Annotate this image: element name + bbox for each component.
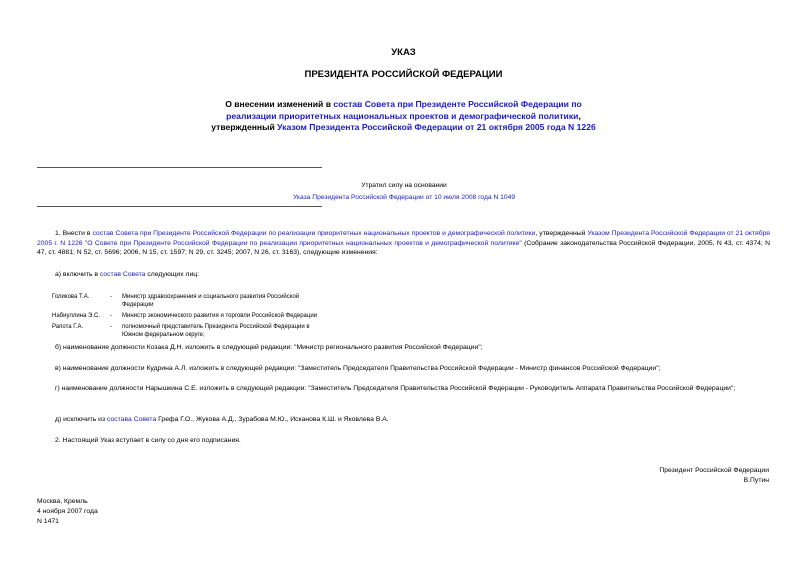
person-position: полномочный представитель Президента Российской Федерации в Южном федеральном округе; (122, 324, 310, 338)
paragraph-2: 2. Настоящий Указ вступает в силу со дня его подписания. (55, 437, 241, 444)
person-row (0, 313, 807, 322)
signatory-position: Президент Российской Федерации (659, 467, 769, 474)
council-link-d[interactable]: состава Совета (106, 416, 157, 423)
divider-top (37, 167, 322, 168)
validity-note (236, 180, 572, 204)
document-title: УКАЗ (391, 47, 416, 58)
document-subject (200, 99, 607, 134)
item-a: а) включить в состав Совета следующих лиц: (55, 271, 200, 278)
person-dash: - (110, 324, 112, 330)
person-row (0, 324, 807, 340)
decree-number: N 1471 (37, 518, 59, 525)
decree-1226-link[interactable]: Указом Президента Российской Федерации от 21 октября 2005 года N 1226 (277, 122, 596, 133)
council-composition-link[interactable]: состав Совета при Президенте Российской Федерации по реализации приоритетных национальных проектов и демографической политики (226, 99, 582, 121)
validity-note-text: Утратил силу на основании (361, 182, 447, 189)
person-dash: - (110, 313, 112, 319)
person-name: Рапота Г.А. (52, 324, 84, 330)
signatory-name: В.Путин (743, 477, 769, 484)
document-subtitle: ПРЕЗИДЕНТА РОССИЙСКОЙ ФЕДЕРАЦИИ (304, 69, 503, 80)
repeal-decree-link[interactable]: Указа Президента Российской Федерации от 10 июля 2008 года N 1049 (292, 194, 516, 201)
signing-place: Москва, Кремль (37, 498, 88, 505)
item-b: б) наименование должности Козака Д.Н. изложить в следующей редакции: "Министр регионального развития Российской Федерации"; (55, 344, 483, 351)
signing-date: 4 ноября 2007 года (37, 508, 98, 515)
person-dash: - (110, 294, 112, 300)
item-v: в) наименование должности Кудрина А.Л. изложить в следующей редакции: "Заместитель Председателя Правительства Российской Федерации - Министр финансов Российской Федерации"; (55, 365, 661, 372)
paragraph-1: 1. Внести в состав Совета при Президенте Российской Федерации по реализации приоритетных национальных проектов и демографической политики, утвержденный Указом Президента Российской Федерации от 21 октября 2005 г. N 1226 "О Совете при Президенте Российской Федерации по реализации приоритетных национальных проектов и демографической политике" (Собрание законодательства Российской Федерации, 2005, N 43, ст. 4374; N 47, ст. 4881; N 52, ст. 5696; 2006, N 15, ст. 1597; N 29, ст. 3245; 2007, N 26, ст. 3163), следующие изменения: (37, 230, 770, 257)
divider-bottom (37, 206, 322, 207)
item-g: г) наименование должности Нарышкина С.Е. изложить в следующей редакции: "Заместитель Председателя Правительства Российской Федерации - Руководитель Аппарата Правительства Российской Федерации"; (55, 385, 736, 392)
person-position: Министр здравоохранения и социального развития Российской Федерации (122, 294, 300, 308)
person-row (0, 294, 807, 310)
person-name: Набиуллина Э.С. (52, 313, 100, 319)
document-footer (37, 497, 98, 527)
subject-middle: , утвержденный (211, 110, 581, 133)
council-link-a[interactable]: состав Совета (99, 271, 146, 278)
decree-1226-full-link[interactable]: Указом Президента Российской Федерации от 21 октября 2005 г. N 1226 "О Совете при Президенте Российской Федерации по реализации приоритетных национальных проектов и демографической политике" (37, 230, 770, 247)
subject-prefix: О внесении изменений в (225, 99, 334, 109)
signature-block (659, 466, 769, 486)
council-composition-link-2[interactable]: состав Совета при Президенте Российской Федерации по реализации приоритетных национальных проектов и демографической политики (92, 230, 536, 237)
person-position: Министр экономического развития и торговли Российской Федерации (122, 313, 318, 319)
person-name: Голикова Т.А. (52, 294, 90, 300)
item-d: д) исключить из состава Совета Грефа Г.О., Жукова А.Д., Зурабова М.Ю., Исканова К.Ш. и Яковлева В.А. (55, 416, 389, 423)
